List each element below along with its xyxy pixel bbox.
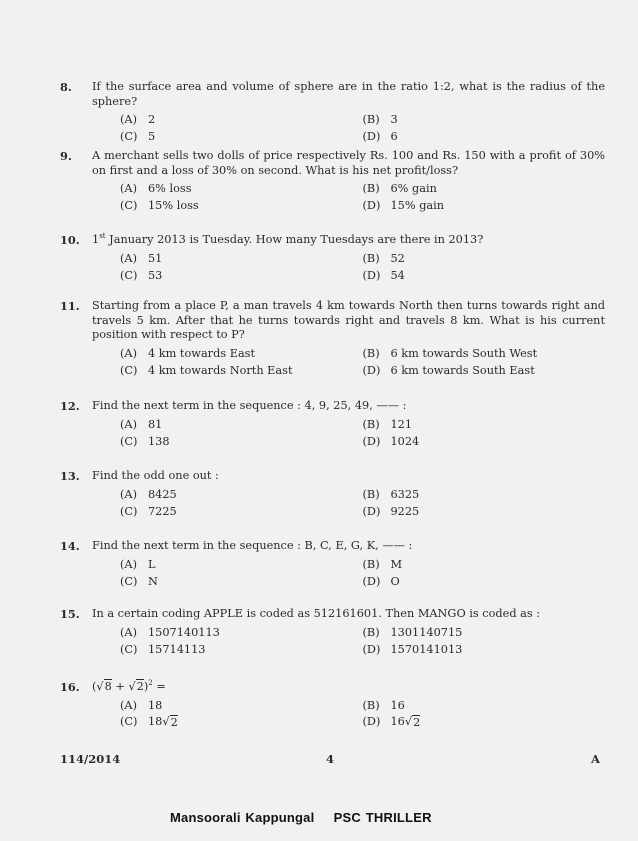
option-a[interactable]: (A) L: [120, 557, 156, 571]
option-d[interactable]: (D) 15% gain: [362, 199, 445, 213]
question-11: [60, 299, 605, 380]
question-number: 15.: [60, 607, 80, 621]
options: [120, 112, 605, 146]
option-c[interactable]: (C) 53: [120, 268, 163, 282]
option-d[interactable]: (D) 6: [362, 130, 398, 144]
question-12: [60, 399, 605, 451]
options: [120, 698, 605, 732]
option-b[interactable]: (B) 52: [362, 251, 405, 265]
question-number: 11.: [60, 299, 80, 313]
option-d[interactable]: (D) 1024: [362, 434, 420, 448]
page-number: 4: [326, 752, 335, 766]
option-c[interactable]: (C) 4 km towards North East: [120, 363, 293, 377]
question-number: 16.: [60, 680, 80, 694]
option-a[interactable]: (A) 6% loss: [120, 182, 192, 196]
question-text: If the surface area and volume of sphere are in the ratio 1:2, what is the radius of the sphere?: [92, 80, 605, 108]
options: [120, 251, 605, 285]
question-number: 9.: [60, 149, 72, 163]
watermark-text: Mansoorali Kappungal PSC THRILLER: [170, 810, 432, 825]
option-d[interactable]: (D) 9225: [362, 504, 420, 518]
question-14: [60, 539, 605, 591]
option-c[interactable]: (C) 18√ 2: [120, 715, 178, 730]
question-text: 1st January 2013 is Tuesday. How many Tuesdays are there in 2013?: [92, 232, 484, 246]
question-text: Starting from a place P, a man travels 4 km towards North then turns towards right and travels 5 km. After that he turns towards right and travels 8 km. What is his current position with respect to P?: [92, 299, 605, 341]
option-a[interactable]: (A) 81: [120, 417, 163, 431]
option-d[interactable]: (D) O: [362, 574, 400, 588]
options: [120, 181, 605, 215]
option-c[interactable]: (C) 5: [120, 130, 156, 144]
question-text: Find the next term in the sequence : 4, 9, 25, 49, —— :: [92, 399, 407, 412]
option-b[interactable]: (B) 16: [362, 698, 405, 712]
option-b[interactable]: (B) 121: [362, 417, 413, 431]
options: [120, 625, 605, 659]
option-b[interactable]: (B) 6% gain: [362, 182, 437, 196]
question-number: 14.: [60, 539, 80, 553]
options: [120, 417, 605, 451]
question-text: In a certain coding APPLE is coded as 512161601. Then MANGO is coded as :: [92, 607, 541, 620]
option-b[interactable]: (B) 6325: [362, 487, 420, 501]
question-text: A merchant sells two dolls of price respectively Rs. 100 and Rs. 150 with a profit of 30% on first and a loss of 30% on second. What is his net profit/loss?: [92, 149, 605, 177]
question-13: [60, 469, 605, 521]
question-text: Find the odd one out :: [92, 469, 219, 482]
option-a[interactable]: (A) 51: [120, 251, 163, 265]
option-a[interactable]: (A) 4 km towards East: [120, 346, 256, 360]
option-d[interactable]: (D) 1570141013: [362, 642, 463, 656]
option-a[interactable]: (A) 8425: [120, 487, 177, 501]
option-b[interactable]: (B) M: [362, 557, 403, 571]
option-a[interactable]: (A) 2: [120, 113, 156, 127]
option-c[interactable]: (C) 7225: [120, 504, 177, 518]
question-8: [60, 80, 605, 146]
question-number: 12.: [60, 399, 80, 413]
question-number: 10.: [60, 233, 80, 247]
question-number: 13.: [60, 469, 80, 483]
option-d[interactable]: (D) 6 km towards South East: [362, 363, 535, 377]
paper-set: A: [591, 752, 600, 766]
question-15: [60, 607, 605, 659]
question-9: [60, 149, 605, 215]
question-expression: $(√8 + √2)^2$ =: [92, 679, 166, 693]
question-10: [60, 233, 605, 285]
option-b[interactable]: (B) 3: [362, 113, 398, 127]
option-b[interactable]: (B) 6 km towards South West: [362, 346, 538, 360]
option-c[interactable]: (C) 15% loss: [120, 199, 199, 213]
options: [120, 557, 605, 591]
option-a[interactable]: (A) 1507140113: [120, 625, 220, 639]
option-a[interactable]: (A) 18: [120, 698, 163, 712]
question-16: [60, 680, 605, 732]
options: [120, 346, 605, 380]
paper-code: 114/2014: [60, 752, 121, 766]
option-c[interactable]: (C) 15714113: [120, 642, 206, 656]
option-c[interactable]: (C) N: [120, 574, 158, 588]
option-d[interactable]: (D) 16√ 2: [362, 715, 421, 730]
question-number: 8.: [60, 80, 72, 94]
options: [120, 487, 605, 521]
option-c[interactable]: (C) 138: [120, 434, 170, 448]
option-b[interactable]: (B) 1301140715: [362, 625, 463, 639]
question-text: Find the next term in the sequence : B, C, E, G, K, —— :: [92, 539, 413, 552]
option-d[interactable]: (D) 54: [362, 268, 405, 282]
